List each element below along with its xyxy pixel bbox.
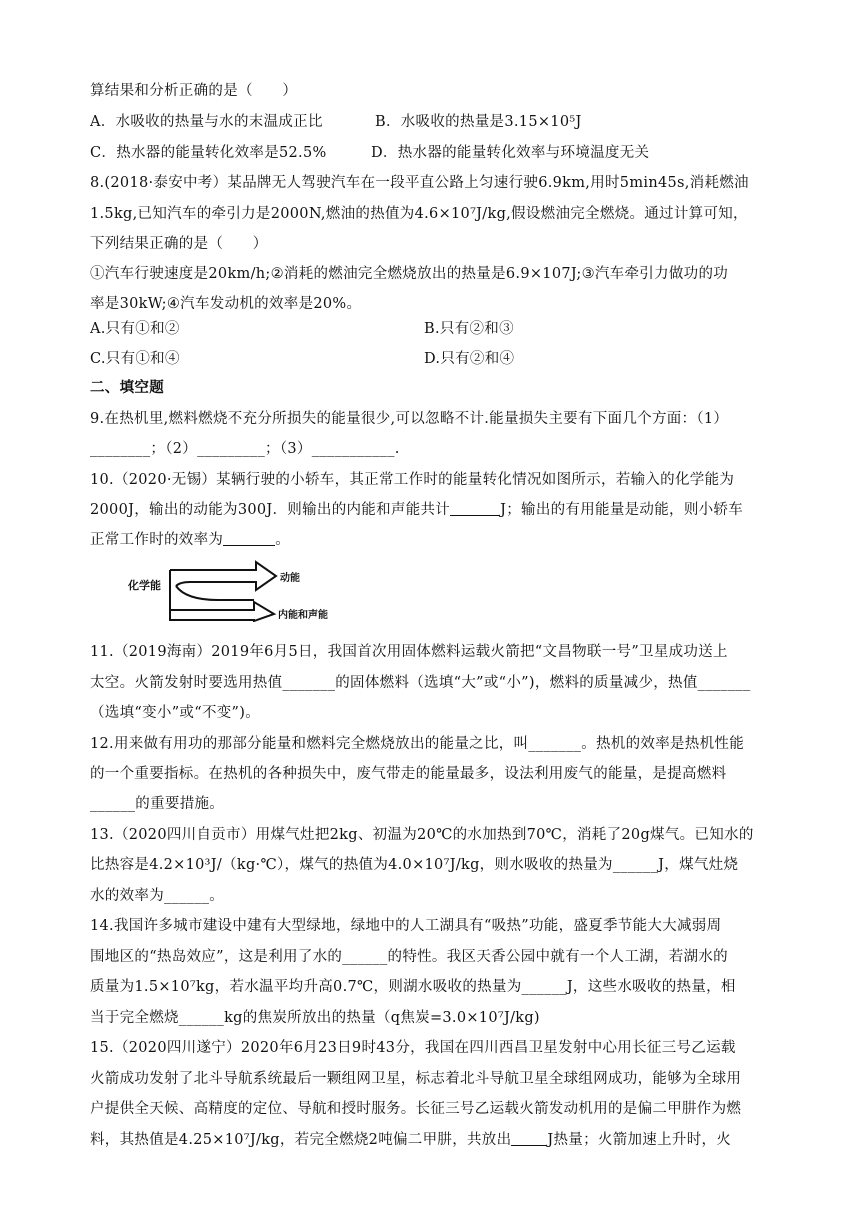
- q14-line-2: 围地区的“热岛效应”，这是利用了水的______的特性。我区天香公园中就有一个人工湖，若湖水的: [90, 949, 728, 965]
- q10-line-3: [90, 529, 780, 551]
- q15-line-4b: J热量；火箭加速上升时，火: [547, 1132, 732, 1148]
- q15-line-4: [90, 1129, 780, 1151]
- q15-line-3: 户提供全天候、高精度的定位、导航和授时服务。长征三号乙运载火箭发动机用的是偏二甲肼作为燃: [90, 1101, 742, 1117]
- q10-blank-2[interactable]: [223, 531, 275, 546]
- energy-flow-arrows: [128, 560, 378, 622]
- q12-line-2: 的一个重要指标。在热机的各种损失中，废气带走的能量最多，设法利用废气的能量，是提高燃料: [90, 766, 727, 782]
- q15-line-4a: 料，其热值是4.25×10⁷J/kg，若完全燃烧2吨偏二甲肼，共放出: [90, 1132, 512, 1148]
- q7-option-a: A．水吸收的热量与水的末温成正比: [90, 114, 323, 130]
- q9-line-2: ________；（2）_________；（3）___________.: [90, 441, 400, 457]
- q11-line-2: 太空。火箭发射时要选用热值_______的固体燃料（选填“大”或“小”)，燃料的质量减少，热值_______: [90, 675, 751, 691]
- q13-line-3: 水的效率为______。: [90, 888, 225, 904]
- q13-line-1: 13.（2020四川自贡市）用煤气灶把2kg、初温为20℃的水加热到70℃，消耗了20g煤气。已知水的: [90, 827, 754, 843]
- q13-line-2: 比热容是4.2×10³J/（kg·℃），煤气的热值为4.0×10⁷J/kg，则水吸收的热量为______J，煤气灶烧: [90, 857, 739, 873]
- q8-line-1: 8.(2018·泰安中考）某品牌无人驾驶汽车在一段平直公路上匀速行驶6.9km,用时5min45s,消耗燃油: [90, 175, 749, 191]
- q8-line-5: 率是30kW;④汽车发动机的效率是20%。: [90, 296, 362, 312]
- diagram-heat-sound-label: 内能和声能: [278, 610, 328, 621]
- section-heading: 二、填空题: [90, 380, 164, 396]
- q8-line-4: ①汽车行驶速度是20km/h;②消耗的燃油完全燃烧放出的热量是6.9×107J;③汽车牵引力做功的功: [90, 266, 729, 282]
- q7-stem-tail: 算结果和分析正确的是（ ）: [90, 83, 298, 99]
- q10-line-3a: 正常工作时的效率为: [90, 532, 224, 548]
- q14-line-4: 当于完全燃烧______kg的焦炭所放出的热量（q焦炭=3.0×10⁷J/kg): [90, 1010, 540, 1026]
- q7-option-b: B．水吸收的热量是3.15×10⁵J: [375, 114, 582, 130]
- q15-blank-1[interactable]: [511, 1131, 547, 1146]
- diagram-input-label: 化学能: [128, 579, 161, 592]
- q8-line-2: 1.5kg,已知汽车的牵引力是2000N,燃油的热值为4.6×10⁷J/kg,假设燃油完全燃烧。通过计算可知，: [90, 206, 748, 222]
- q15-line-1: 15.（2020四川遂宁）2020年6月23日9时43分，我国在四川西昌卫星发射中心用长征三号乙运载: [90, 1040, 736, 1056]
- q10-blank-1[interactable]: [450, 501, 500, 516]
- q11-line-3: （选填“变小”或“不变”)。: [90, 705, 261, 721]
- q15-line-2: 火箭成功发射了北斗导航系统最后一颗组网卫星，标志着北斗导航卫星全球组网成功，能够为全球用: [90, 1071, 742, 1087]
- q12-line-1: 12.用来做有用功的那部分能量和燃料完全燃烧放出的能量之比，叫_______。热机的效率是热机性能: [90, 736, 745, 752]
- q8-line-3: 下列结果正确的是（ ）: [90, 236, 268, 252]
- q8-option-c: C.只有①和④: [90, 351, 180, 367]
- kinetic-arrow: [170, 562, 276, 590]
- q8-option-a: A.只有①和②: [90, 321, 180, 337]
- diagram-kinetic-label: 动能: [280, 573, 300, 584]
- q14-line-1: 14.我国许多城市建设中建有大型绿地，绿地中的人工湖具有“吸热”功能，盛夏季节能大大减弱周: [90, 918, 722, 934]
- q10-line-3b: 。: [275, 532, 291, 548]
- q14-line-3: 质量为1.5×10⁷kg，若水温平均升高0.7℃，则湖水吸收的热量为______J，这些水吸收的热量，相: [90, 979, 736, 995]
- heat-sound-arrow: [170, 570, 274, 621]
- q10-line-2a: 2000J，输出的动能为300J．则输出的内能和声能共计: [90, 502, 451, 518]
- q7-option-c: C．热水器的能量转化效率是52.5%: [90, 145, 327, 161]
- split-curve: [176, 586, 254, 600]
- q8-option-b: B.只有②和③: [424, 321, 514, 337]
- q10-line-2: [90, 499, 780, 521]
- q9-line-1: 9.在热机里,燃料燃烧不充分所损失的能量很少,可以忽略不计.能量损失主要有下面几个方面：（1）: [90, 411, 729, 427]
- q10-line-2b: J；输出的有用能量是动能，则小轿车: [500, 502, 744, 518]
- q10-line-1: 10.（2020·无锡）某辆行驶的小轿车，其正常工作时的能量转化情况如图所示，若输入的化学能为: [90, 472, 735, 488]
- q12-line-3: ______的重要措施。: [90, 796, 225, 812]
- q7-option-d: D．热水器的能量转化效率与环境温度无关: [371, 145, 650, 161]
- energy-flow-diagram: [128, 560, 378, 622]
- q11-line-1: 11.（2019海南）2019年6月5日，我国首次用固体燃料运载火箭把“文昌物联一号”卫星成功送上: [90, 644, 728, 660]
- q8-option-d: D.只有②和④: [424, 351, 515, 367]
